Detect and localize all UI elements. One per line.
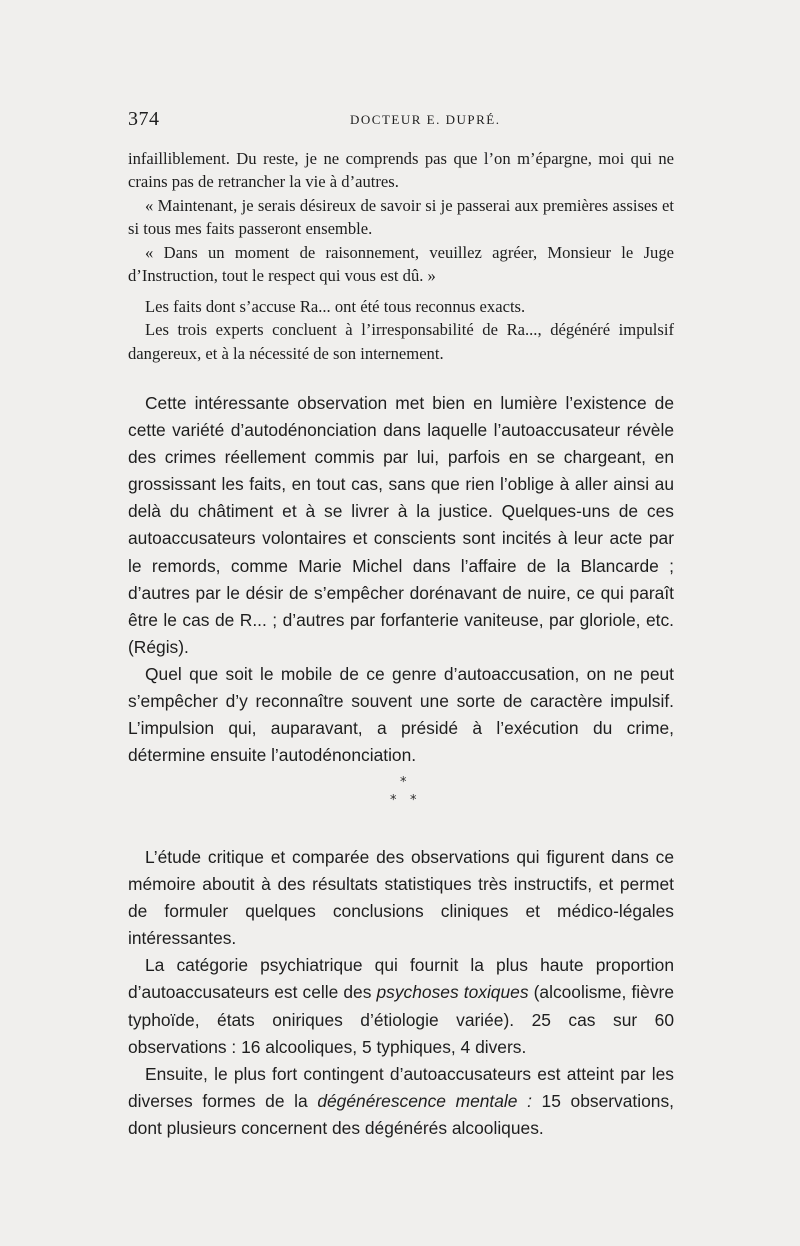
running-head: DOCTEUR E. DUPRÉ. xyxy=(350,112,501,127)
separator-star: * xyxy=(410,793,417,808)
text-run: (alcoolisme, fièvre typhoïde, états oniriques d’étiologie variée). 25 cas sur 60 observations : 16 alcooliques, 5 typhiques, 4 divers. xyxy=(128,982,675,1057)
separator-star: * xyxy=(400,775,407,790)
letter-paragraph-1: infailliblement. Du reste, je ne comprends pas que l’on m’épargne, moi qui ne crains pas de retrancher la vie à d’autres. xyxy=(128,149,674,192)
text-run: 15 observations, dont plusieurs concernent des dégénérés alcooliques. xyxy=(128,1090,674,1138)
commentary-paragraph-2: Quel que soit le mobile de ce genre d’autoaccusation, on ne peut s’empêcher d’y reconnaître souvent une sorte de caractère impulsif. L’impulsion qui, auparavant, a présidé à l’exécution du crime, détermine ensuite l’autodénonciation. xyxy=(128,663,674,766)
conclusions-section xyxy=(128,844,674,1142)
conclusions-paragraph-2 xyxy=(128,952,674,1060)
letter-paragraph-2: « Maintenant, je serais désireux de savoir si je passerai aux premières assises et si tous mes faits passeront ensemble. xyxy=(128,195,674,239)
emphasis-psychoses-toxiques: psychoses toxiques xyxy=(376,982,529,1003)
conclusions-paragraph-1: L’étude critique et comparée des observations qui figurent dans ce mémoire aboutit à des résultats statistiques très instructifs, et permet de formuler quelques conclusions cliniques et médico-légales intéressantes. xyxy=(128,847,674,949)
case-outcome xyxy=(128,295,674,365)
separator-star: * xyxy=(390,793,397,808)
emphasis-degenerescence: dégénérescence mentale : xyxy=(317,1090,532,1111)
outcome-paragraph-2: Les trois experts concluent à l’irresponsabilité de Ra..., dégénéré impulsif dangereux, et à la nécessité de son internement. xyxy=(128,320,674,363)
outcome-paragraph-1: Les faits dont s’accuse Ra... ont été tous reconnus exacts. xyxy=(145,297,526,316)
page-header xyxy=(128,108,678,134)
text-run: Ensuite, le plus fort contingent d’autoaccusateurs est atteint par les diverses formes de la xyxy=(128,1063,674,1111)
text-run: La catégorie psychiatrique qui fournit la plus haute proportion d’autoaccusateurs est celle des xyxy=(128,955,674,1003)
conclusions-paragraph-3 xyxy=(128,1061,674,1142)
letter-excerpt xyxy=(128,147,674,287)
commentary-paragraph-1: Cette intéressante observation met bien en lumière l’existence de cette variété d’autodénonciation dans laquelle l’autoaccusateur révèle des crimes réellement commis par lui, parfois en se chargeant, en grossissant les faits, en tout cas, sans que rien l’oblige à aller ainsi au delà du châtiment et à se livrer à la justice. Quelques-uns de ces autoaccusateurs volontaires et conscients sont incités à leur acte par le remords, comme Marie Michel dans l’affaire de la Blancarde ; d’autres par le désir de s’empêcher dorénavant de nuire, ce qui paraît être le cas de R... ; d’autres par forfanterie vaniteuse, par gloriole, etc. (Régis). xyxy=(128,393,674,657)
letter-paragraph-3: « Dans un moment de raisonnement, veuillez agréer, Monsieur le Juge d’Instruction, tout le respect qui vous est dû. » xyxy=(128,242,674,286)
page-number: 374 xyxy=(128,108,160,130)
section-separator xyxy=(390,776,430,812)
commentary-section xyxy=(128,390,674,769)
